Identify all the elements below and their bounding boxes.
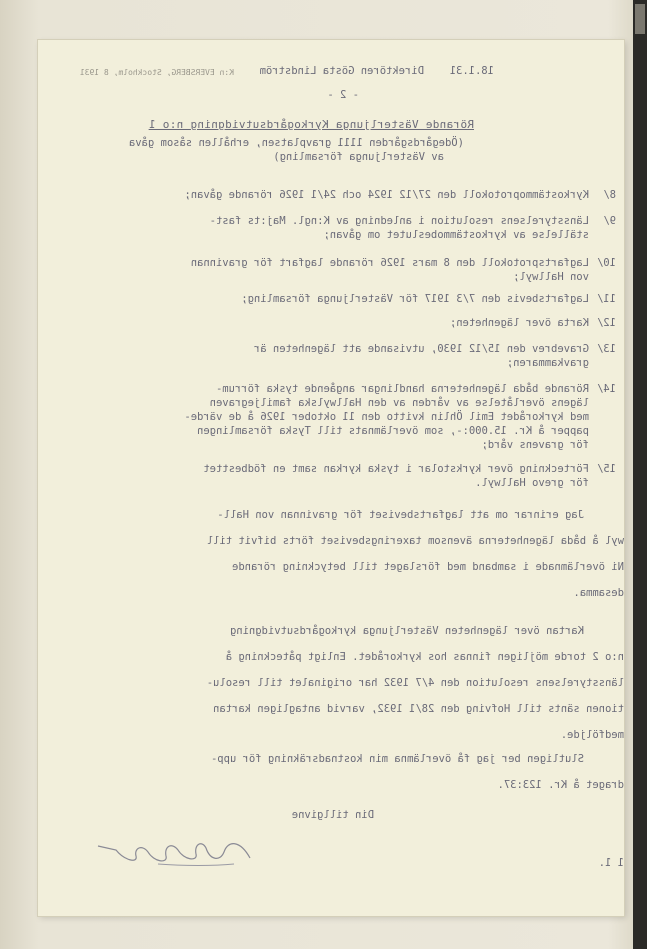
- item-line: lägens överlåtelse av vården av den Hallwylska familjegraven: [209, 397, 589, 409]
- item-line: Lagfartsbevis den 7/3 1917 för Västerljunga församling;: [241, 293, 589, 305]
- header-recipient: Direktören Gösta Lindström: [259, 65, 424, 77]
- item-line: Förteckning över kyrkstolar i tyska kyrkan samt en födbesttet: [203, 463, 589, 475]
- header-date: 18.1.31: [449, 65, 494, 77]
- item-line: Gravebrev den 15/12 1930, utvisande att lägenheten är: [253, 343, 589, 355]
- item-line: gravkammaren;: [506, 357, 589, 369]
- item-line: Karta över lägenheten;: [449, 317, 589, 329]
- item-number: 15/: [597, 463, 616, 475]
- item-number: 12/: [597, 317, 616, 329]
- item-line: von Hallwyl;: [513, 271, 589, 283]
- item-number: 13/: [597, 343, 616, 355]
- item-line: med kyrkorådet Emil Öhlin kvitto den 11 oktober 1926 å de värde-: [184, 411, 589, 423]
- body-line: tionen sänts till Hofving den 28/1 1932, varvid antagligen kartan: [213, 703, 624, 715]
- body-line: Jag erinrar om att lagfartsbeviset för gravinnan von Hall-: [217, 509, 584, 521]
- item-line: papper å Kr. 15.000:-, som överlämnats till Tyska församlingen: [197, 425, 589, 437]
- body-line: Ni överlämnade i samband med förslaget till betyckning rörande: [232, 561, 624, 573]
- closing-greeting: Din tillgivne: [291, 809, 374, 821]
- body-line: länsstyrelsens resolution den 4/7 1932 har originalet till resolu-: [206, 677, 624, 689]
- item-line: för gravens vård;: [481, 439, 589, 451]
- edge-notch: [635, 4, 645, 34]
- subtitle-line-2: av Västerljunga församling): [273, 151, 444, 163]
- subtitle-line-1: (Ödegårdsgården 1111 gravplatsen, erhållen såsom gåva: [128, 137, 464, 149]
- item-line: Kyrkostämmoprotokoll den 27/12 1924 och 24/1 1926 rörande gåvan;: [184, 189, 589, 201]
- item-line: Rörande båda lägenheterna handlingar angående tyska förrum-: [216, 383, 589, 395]
- handwritten-signature: [94, 830, 254, 870]
- mirrored-text-layer: [38, 40, 624, 916]
- body-line: Slutligen ber jag få överlämna min kostnadsräkning för upp-: [211, 753, 584, 765]
- item-number: 14/: [597, 383, 616, 395]
- section-title: Rörande Västerljunga Kyrkogårdsutvidgning n:o 1: [148, 118, 474, 131]
- body-line: draget å Kr. 123:37.: [497, 779, 624, 791]
- item-number: 11/: [597, 293, 616, 305]
- item-number: 10/: [597, 257, 616, 269]
- body-line: Kartan över lägenheten Västerljunga kyrkogårdsutvidgning: [229, 625, 584, 637]
- scanner-edge: [633, 0, 647, 949]
- item-line: Länsstyrelsens resolution i anledning av K:ngl. Maj:ts fast-: [209, 215, 589, 227]
- item-line: ställelse av kyrkostämmobeslutet om gåvan;: [323, 229, 589, 241]
- item-number: 9/: [603, 215, 616, 227]
- item-line: Lagfartsprotokoll den 8 mars 1926 rörande lagfart för gravinnan: [190, 257, 589, 269]
- enclosures: 1 1.: [598, 857, 624, 869]
- body-line: n:o 2 torde möjligen finnas hos kyrkorådet. Enligt påteckning å: [225, 651, 624, 663]
- header-stamp: K:n EVERSBERG, Stockholm, 8 1931: [79, 68, 234, 77]
- letter-page: [38, 40, 624, 916]
- body-line: desamma.: [573, 587, 624, 599]
- item-line: för grevo Hallwyl.: [475, 477, 589, 489]
- body-line: wyl å båda lägenheterna ävensom taxeringsbeviset förts bifvit till: [206, 535, 624, 547]
- item-number: 8/: [603, 189, 616, 201]
- body-line: medföljde.: [560, 729, 624, 741]
- page-number: - 2 -: [327, 89, 359, 101]
